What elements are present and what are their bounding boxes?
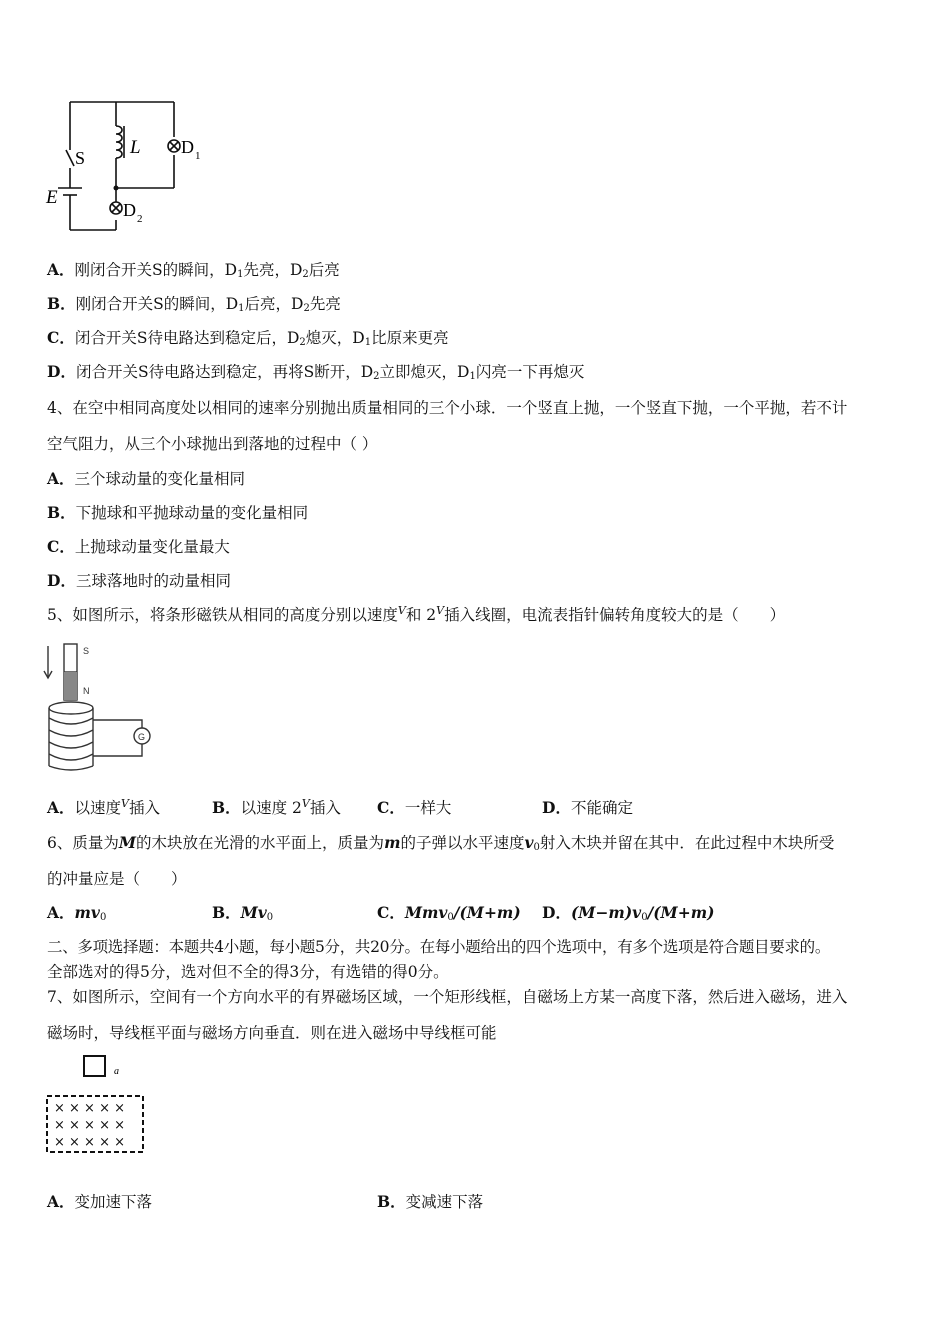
q6-option-c[interactable]: C．Mmv$_0$/(M+m) bbox=[377, 903, 521, 923]
galvanometer-label: G bbox=[138, 732, 146, 742]
q3-option-a[interactable]: A．刚闭合开关S的瞬间，$D_1$先亮，$D_2$后亮 bbox=[47, 260, 340, 280]
q3-option-b[interactable]: B．刚闭合开关S的瞬间，$D_1$后亮，$D_2$先亮 bbox=[47, 294, 341, 314]
q5-option-b[interactable]: B．以速度 $2^V$插入 bbox=[212, 797, 341, 817]
magnet-coil-diagram bbox=[40, 640, 160, 775]
q6-stem-line2: 的冲量应是（ ） bbox=[47, 870, 187, 888]
q4-option-d[interactable]: D．三球落地时的动量相同 bbox=[47, 571, 231, 590]
q6-option-d[interactable]: D．$(M-m)v_0/(M+m)$ bbox=[542, 903, 715, 923]
q6-option-a[interactable]: A．$mv_0$ bbox=[47, 903, 107, 923]
svg-text:× × × × ×: × × × × × bbox=[54, 1135, 125, 1150]
q6-stem-line1: 6、质量为M的木块放在光滑的水平面上，质量为m的子弹以水平速度$v_0$射入木块并留在其中．在此过程中木块所受 bbox=[47, 833, 835, 853]
magnet-n-label: N bbox=[83, 686, 90, 696]
lamp2-label: D bbox=[123, 200, 136, 220]
q5-stem: 5、如图所示，将条形磁铁从相同的高度分别以速度$^V$和 $2^V$插入线圈，电流表指针偏转角度较大的是（ ） bbox=[47, 604, 786, 624]
lamp1-sub: 1 bbox=[195, 150, 201, 162]
section2-heading-line1: 二、多项选择题：本题共4小题，每小题5分，共20分。在每小题给出的四个选项中，有多个选项是符合题目要求的。 bbox=[47, 938, 831, 956]
circuit-diagram bbox=[44, 96, 214, 241]
emf-label: E bbox=[46, 187, 58, 208]
q7-stem-line2: 磁场时，导线框平面与磁场方向垂直．则在进入磁场中导线框可能 bbox=[47, 1024, 497, 1042]
q5-option-a[interactable]: A．以速度$^V$插入 bbox=[47, 797, 161, 817]
svg-text:× × × × ×: × × × × × bbox=[54, 1101, 125, 1116]
q4-stem-line2: 空气阻力，从三个小球抛出到落地的过程中（ ） bbox=[47, 435, 378, 453]
q4-option-c[interactable]: C．上抛球动量变化量最大 bbox=[47, 537, 230, 556]
q4-option-a[interactable]: A．三个球动量的变化量相同 bbox=[47, 469, 246, 488]
q6-options bbox=[47, 903, 907, 923]
lamp1-label: D bbox=[181, 137, 194, 157]
svg-text:× × × × ×: × × × × × bbox=[54, 1118, 125, 1133]
lamp2-sub: 2 bbox=[137, 213, 143, 225]
q7-options bbox=[47, 1192, 907, 1212]
q4-stem-line1: 4、在空中相同高度处以相同的速率分别抛出质量相同的三个小球．一个竖直上抛，一个竖直下抛，一个平抛，若不计 bbox=[47, 399, 848, 417]
q3-option-d[interactable]: D．闭合开关S待电路达到稳定，再将S断开，$D_2$立即熄灭，$D_1$闪亮一下再熄灭 bbox=[47, 362, 585, 382]
switch-label: S bbox=[75, 148, 86, 168]
q7-option-a[interactable]: A．变加速下落 bbox=[47, 1192, 153, 1211]
magnet-s-label: S bbox=[83, 646, 90, 656]
magnetic-field-diagram bbox=[44, 1052, 154, 1162]
q5-option-d[interactable]: D．不能确定 bbox=[542, 798, 633, 817]
q4-option-b[interactable]: B．下抛球和平抛球动量的变化量相同 bbox=[47, 503, 309, 522]
inductor-label: L bbox=[130, 137, 141, 158]
section2-heading-line2: 全部选对的得5分，选对但不全的得3分，有选错的得0分。 bbox=[47, 963, 449, 981]
q7-stem-line1: 7、如图所示，空间有一个方向水平的有界磁场区域，一个矩形线框，自磁场上方某一高度下落，然后进入磁场，进入 bbox=[47, 988, 848, 1006]
q6-option-b[interactable]: B．$Mv_0$ bbox=[212, 903, 274, 923]
frame-label: a bbox=[114, 1066, 119, 1077]
q3-option-c[interactable]: C．闭合开关S待电路达到稳定后，$D_2$熄灭，$D_1$比原来更亮 bbox=[47, 328, 449, 348]
q7-option-b[interactable]: B．变减速下落 bbox=[377, 1192, 484, 1211]
q5-options bbox=[47, 798, 907, 818]
q5-option-c[interactable]: C．一样大 bbox=[377, 798, 452, 817]
